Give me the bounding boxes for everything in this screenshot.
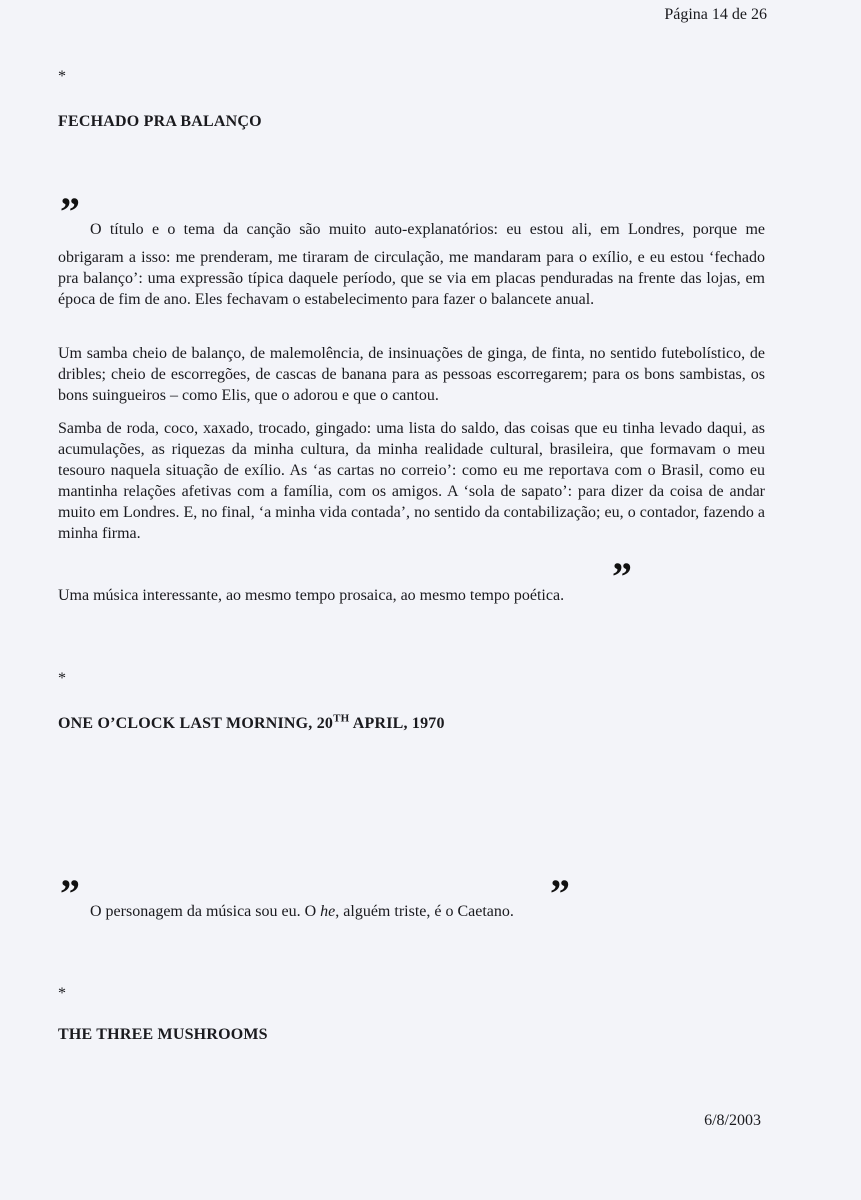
quote-line: [90, 901, 514, 922]
title-text: APRIL, 1970: [349, 715, 445, 732]
paragraph-lead-line: O título e o tema da canção são muito auto-explanatórios: eu estou ali, em Londres, porque me: [90, 221, 765, 238]
quote-italic-word: he: [320, 903, 336, 920]
footer-date: 6/8/2003: [704, 1112, 761, 1129]
open-quote-mark: ”: [60, 189, 78, 234]
open-quote-mark: ”: [60, 871, 78, 916]
quote-text: , alguém triste, é o Caetano.: [335, 903, 514, 920]
page-number: Página 14 de 26: [664, 6, 767, 23]
section-separator-asterisk: *: [58, 985, 66, 1002]
section-title: THE THREE MUSHROOMS: [58, 1026, 268, 1043]
section-separator-asterisk: *: [58, 670, 66, 687]
close-quote-mark: ”: [612, 554, 630, 599]
section-separator-asterisk: *: [58, 68, 66, 85]
paragraph: Um samba cheio de balanço, de malemolência, de insinuações de ginga, de finta, no sentido futebolístico, de dribles; cheio de escorregões, de cascas de banana para as pessoas escorregarem; para os bons sambistas, os bons suingueiros – como Elis, que o adorou e que o cantou.: [58, 345, 765, 404]
section-title: FECHADO PRA BALANÇO: [58, 113, 262, 130]
closing-line: Uma música interessante, ao mesmo tempo prosaica, ao mesmo tempo poética.: [58, 587, 565, 604]
section-title: [58, 712, 445, 733]
title-text: ONE O’CLOCK LAST MORNING, 20: [58, 715, 334, 732]
paragraph: Samba de roda, coco, xaxado, trocado, gingado: uma lista do saldo, das coisas que eu tinha levado daqui, as acumulações, as riquezas da minha cultura, da minha realidade cultural, brasileira, que formavam o meu tesouro naquela situação de exílio. As ‘as cartas no correio’: como eu me reportava com o Brasil, como eu mantinha relações afetivas com a família, com os amigos. A ‘sola de sapato’: para dizer da coisa de andar muito em Londres. E, no final, ‘a minha vida contada’, no sentido da contabilização; eu, o contador, fazendo a minha firma.: [58, 420, 765, 542]
title-superscript: TH: [333, 712, 350, 725]
quote-text: O personagem da música sou eu. O: [90, 903, 321, 920]
paragraph: obrigaram a isso: me prenderam, me tiraram de circulação, me mandaram para o exílio, e eu estou ‘fechado pra balanço’: uma expressão típica daquele período, que se via em placas penduradas na frente das lojas, em época de fim de ano. Eles fechavam o estabelecimento para fazer o balancete anual.: [58, 249, 765, 308]
close-quote-mark: ”: [550, 871, 568, 916]
